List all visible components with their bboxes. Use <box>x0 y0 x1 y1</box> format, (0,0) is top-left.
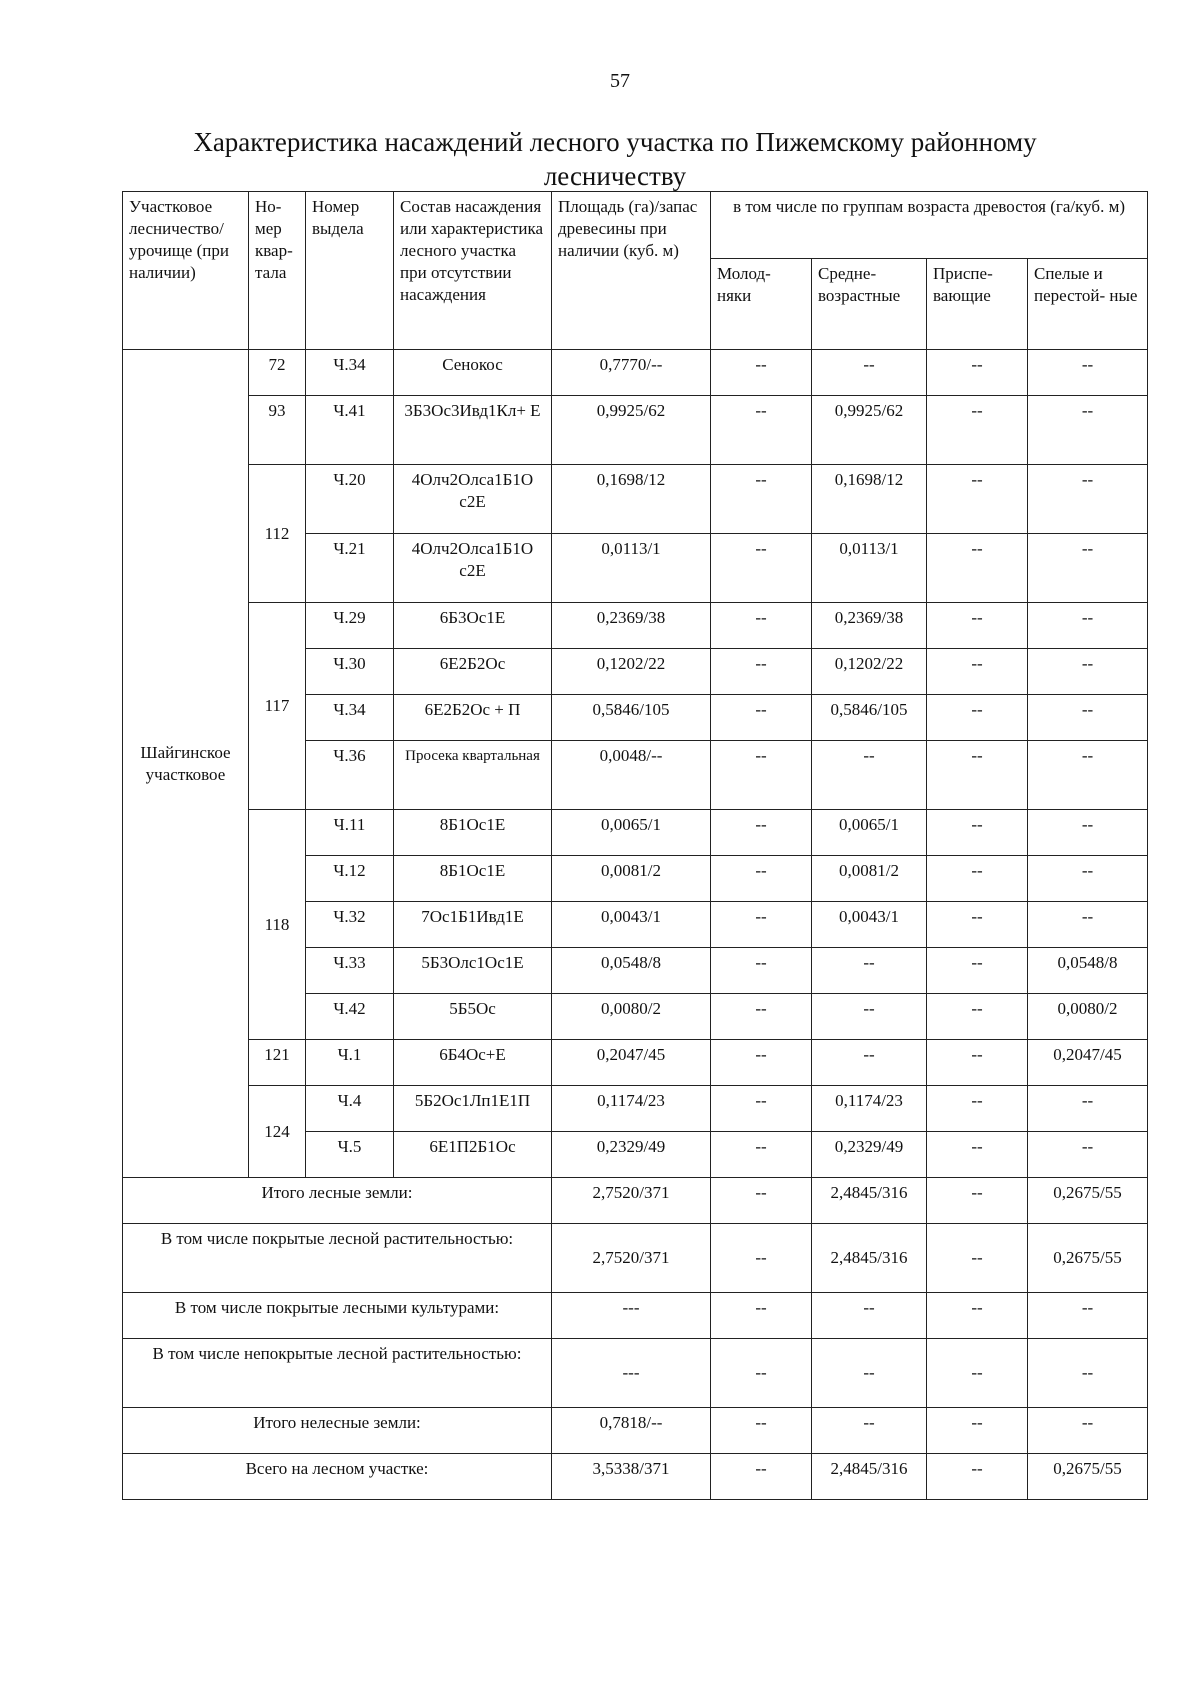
quarter-cell: 118 <box>249 810 306 1040</box>
summary-middle: 2,4845/316 <box>812 1454 927 1500</box>
header-area: Площадь (га)/запас древесины при наличии (куб. м) <box>552 192 711 350</box>
young-cell: -- <box>711 902 812 948</box>
summary-label: Всего на лесном участке: <box>123 1454 552 1500</box>
summary-young: -- <box>711 1408 812 1454</box>
mature-cell: 0,2047/45 <box>1028 1040 1148 1086</box>
maturing-cell: -- <box>927 1132 1028 1178</box>
area-cell: 0,1174/23 <box>552 1086 711 1132</box>
mature-cell: -- <box>1028 1086 1148 1132</box>
summary-middle: -- <box>812 1293 927 1339</box>
summary-maturing: -- <box>927 1408 1028 1454</box>
area-cell: 0,0065/1 <box>552 810 711 856</box>
summary-young: -- <box>711 1178 812 1224</box>
maturing-cell: -- <box>927 603 1028 649</box>
composition-cell: 5Б2Ос1Лп1Е1П <box>394 1086 552 1132</box>
summary-young: -- <box>711 1454 812 1500</box>
composition-cell: 8Б1Ос1Е <box>394 856 552 902</box>
plot-cell: Ч.36 <box>306 741 394 810</box>
young-cell: -- <box>711 695 812 741</box>
summary-mature: -- <box>1028 1408 1148 1454</box>
area-cell: 0,9925/62 <box>552 396 711 465</box>
middle-cell: 0,2369/38 <box>812 603 927 649</box>
young-cell: -- <box>711 649 812 695</box>
summary-middle: -- <box>812 1339 927 1408</box>
maturing-cell: -- <box>927 902 1028 948</box>
district-cell: Шайгинское участковое <box>123 350 249 1178</box>
middle-cell: 0,1202/22 <box>812 649 927 695</box>
summary-area: --- <box>552 1339 711 1408</box>
young-cell: -- <box>711 1086 812 1132</box>
plot-cell: Ч.29 <box>306 603 394 649</box>
summary-maturing: -- <box>927 1178 1028 1224</box>
mature-cell: -- <box>1028 603 1148 649</box>
mature-cell: -- <box>1028 534 1148 603</box>
maturing-cell: -- <box>927 465 1028 534</box>
middle-cell: 0,0113/1 <box>812 534 927 603</box>
young-cell: -- <box>711 603 812 649</box>
plot-cell: Ч.1 <box>306 1040 394 1086</box>
summary-area: 2,7520/371 <box>552 1178 711 1224</box>
composition-cell: 7Ос1Б1Ивд1Е <box>394 902 552 948</box>
header-young: Молод- няки <box>711 259 812 350</box>
header-plot: Номер выдела <box>306 192 394 350</box>
mature-cell: -- <box>1028 856 1148 902</box>
mature-cell: -- <box>1028 902 1148 948</box>
quarter-cell: 93 <box>249 396 306 465</box>
composition-cell: 5Б3Олс1Ос1Е <box>394 948 552 994</box>
summary-label: Итого лесные земли: <box>123 1178 552 1224</box>
composition-cell: 3Б3Ос3Ивд1Кл+ Е <box>394 396 552 465</box>
mature-cell: -- <box>1028 810 1148 856</box>
summary-maturing: -- <box>927 1339 1028 1408</box>
middle-cell: 0,9925/62 <box>812 396 927 465</box>
summary-young: -- <box>711 1339 812 1408</box>
maturing-cell: -- <box>927 810 1028 856</box>
summary-mature: -- <box>1028 1339 1148 1408</box>
summary-mature: -- <box>1028 1293 1148 1339</box>
plot-cell: Ч.41 <box>306 396 394 465</box>
summary-maturing: -- <box>927 1224 1028 1293</box>
plot-cell: Ч.5 <box>306 1132 394 1178</box>
young-cell: -- <box>711 465 812 534</box>
composition-cell: 4Олч2Олса1Б1О с2Е <box>394 465 552 534</box>
middle-cell: 0,2329/49 <box>812 1132 927 1178</box>
composition-cell: 6Б3Ос1Е <box>394 603 552 649</box>
summary-young: -- <box>711 1224 812 1293</box>
mature-cell: -- <box>1028 649 1148 695</box>
plot-cell: Ч.20 <box>306 465 394 534</box>
plot-cell: Ч.32 <box>306 902 394 948</box>
area-cell: 0,0048/-- <box>552 741 711 810</box>
header-composition: Состав насаждения или характеристика лесного участка при отсутствии насаждения <box>394 192 552 350</box>
mature-cell: -- <box>1028 741 1148 810</box>
young-cell: -- <box>711 1040 812 1086</box>
young-cell: -- <box>711 948 812 994</box>
area-cell: 0,5846/105 <box>552 695 711 741</box>
middle-cell: 0,1698/12 <box>812 465 927 534</box>
middle-cell: 0,1174/23 <box>812 1086 927 1132</box>
summary-label: Итого нелесные земли: <box>123 1408 552 1454</box>
area-cell: 0,0113/1 <box>552 534 711 603</box>
maturing-cell: -- <box>927 948 1028 994</box>
maturing-cell: -- <box>927 1086 1028 1132</box>
summary-label: В том числе покрытые лесными культурами: <box>123 1293 552 1339</box>
area-cell: 0,0081/2 <box>552 856 711 902</box>
middle-cell: -- <box>812 948 927 994</box>
summary-middle: 2,4845/316 <box>812 1178 927 1224</box>
summary-maturing: -- <box>927 1293 1028 1339</box>
plot-cell: Ч.11 <box>306 810 394 856</box>
plot-cell: Ч.30 <box>306 649 394 695</box>
summary-label: В том числе непокрытые лесной растительностью: <box>123 1339 552 1408</box>
young-cell: -- <box>711 396 812 465</box>
maturing-cell: -- <box>927 649 1028 695</box>
middle-cell: 0,0065/1 <box>812 810 927 856</box>
young-cell: -- <box>711 856 812 902</box>
composition-cell: 6Е1П2Б1Ос <box>394 1132 552 1178</box>
area-cell: 0,1698/12 <box>552 465 711 534</box>
maturing-cell: -- <box>927 1040 1028 1086</box>
young-cell: -- <box>711 810 812 856</box>
young-cell: -- <box>711 741 812 810</box>
header-age-groups: в том числе по группам возраста древостоя (га/куб. м) <box>711 192 1148 259</box>
composition-cell: 5Б5Ос <box>394 994 552 1040</box>
area-cell: 0,1202/22 <box>552 649 711 695</box>
young-cell: -- <box>711 350 812 396</box>
mature-cell: 0,0080/2 <box>1028 994 1148 1040</box>
young-cell: -- <box>711 994 812 1040</box>
summary-middle: -- <box>812 1408 927 1454</box>
quarter-cell: 117 <box>249 603 306 810</box>
area-cell: 0,0548/8 <box>552 948 711 994</box>
maturing-cell: -- <box>927 350 1028 396</box>
header-maturing: Приспе- вающие <box>927 259 1028 350</box>
summary-area: 3,5338/371 <box>552 1454 711 1500</box>
maturing-cell: -- <box>927 695 1028 741</box>
plot-cell: Ч.21 <box>306 534 394 603</box>
area-cell: 0,0043/1 <box>552 902 711 948</box>
summary-mature: 0,2675/55 <box>1028 1178 1148 1224</box>
header-middle: Средне- возрастные <box>812 259 927 350</box>
summary-maturing: -- <box>927 1454 1028 1500</box>
young-cell: -- <box>711 1132 812 1178</box>
mature-cell: -- <box>1028 1132 1148 1178</box>
quarter-cell: 124 <box>249 1086 306 1178</box>
summary-label: В том числе покрытые лесной растительностью: <box>123 1224 552 1293</box>
area-cell: 0,0080/2 <box>552 994 711 1040</box>
mature-cell: -- <box>1028 396 1148 465</box>
page-title: Характеристика насаждений лесного участка по Пижемскому районному лесничеству <box>193 127 1037 191</box>
header-district: Участковое лесничество/ урочище (при наличии) <box>123 192 249 350</box>
mature-cell: -- <box>1028 465 1148 534</box>
composition-cell: Сенокос <box>394 350 552 396</box>
maturing-cell: -- <box>927 534 1028 603</box>
summary-mature: 0,2675/55 <box>1028 1454 1148 1500</box>
area-cell: 0,2369/38 <box>552 603 711 649</box>
area-cell: 0,2047/45 <box>552 1040 711 1086</box>
middle-cell: -- <box>812 350 927 396</box>
plot-cell: Ч.34 <box>306 695 394 741</box>
composition-cell: 8Б1Ос1Е <box>394 810 552 856</box>
header-mature: Спелые и перестой- ные <box>1028 259 1148 350</box>
plot-cell: Ч.33 <box>306 948 394 994</box>
composition-cell: 6Е2Б2Ос <box>394 649 552 695</box>
maturing-cell: -- <box>927 856 1028 902</box>
summary-middle: 2,4845/316 <box>812 1224 927 1293</box>
plot-cell: Ч.42 <box>306 994 394 1040</box>
middle-cell: -- <box>812 1040 927 1086</box>
summary-mature: 0,2675/55 <box>1028 1224 1148 1293</box>
area-cell: 0,7770/-- <box>552 350 711 396</box>
middle-cell: 0,0081/2 <box>812 856 927 902</box>
composition-cell: 6Е2Б2Ос + П <box>394 695 552 741</box>
composition-cell: 6Б4Ос+Е <box>394 1040 552 1086</box>
header-quarter: Но- мер квар- тала <box>249 192 306 350</box>
plot-cell: Ч.4 <box>306 1086 394 1132</box>
plot-cell: Ч.12 <box>306 856 394 902</box>
mature-cell: 0,0548/8 <box>1028 948 1148 994</box>
quarter-cell: 121 <box>249 1040 306 1086</box>
forest-plot-table <box>122 191 1148 1500</box>
area-cell: 0,2329/49 <box>552 1132 711 1178</box>
mature-cell: -- <box>1028 350 1148 396</box>
middle-cell: -- <box>812 994 927 1040</box>
maturing-cell: -- <box>927 741 1028 810</box>
summary-area: --- <box>552 1293 711 1339</box>
plot-cell: Ч.34 <box>306 350 394 396</box>
summary-young: -- <box>711 1293 812 1339</box>
summary-area: 2,7520/371 <box>552 1224 711 1293</box>
maturing-cell: -- <box>927 396 1028 465</box>
quarter-cell: 72 <box>249 350 306 396</box>
middle-cell: -- <box>812 741 927 810</box>
quarter-cell: 112 <box>249 465 306 603</box>
composition-cell: 4Олч2Олса1Б1О с2Е <box>394 534 552 603</box>
young-cell: -- <box>711 534 812 603</box>
middle-cell: 0,5846/105 <box>812 695 927 741</box>
summary-area: 0,7818/-- <box>552 1408 711 1454</box>
maturing-cell: -- <box>927 994 1028 1040</box>
middle-cell: 0,0043/1 <box>812 902 927 948</box>
page-number: 57 <box>610 70 630 92</box>
composition-cell: Просека квартальная <box>394 741 552 810</box>
mature-cell: -- <box>1028 695 1148 741</box>
